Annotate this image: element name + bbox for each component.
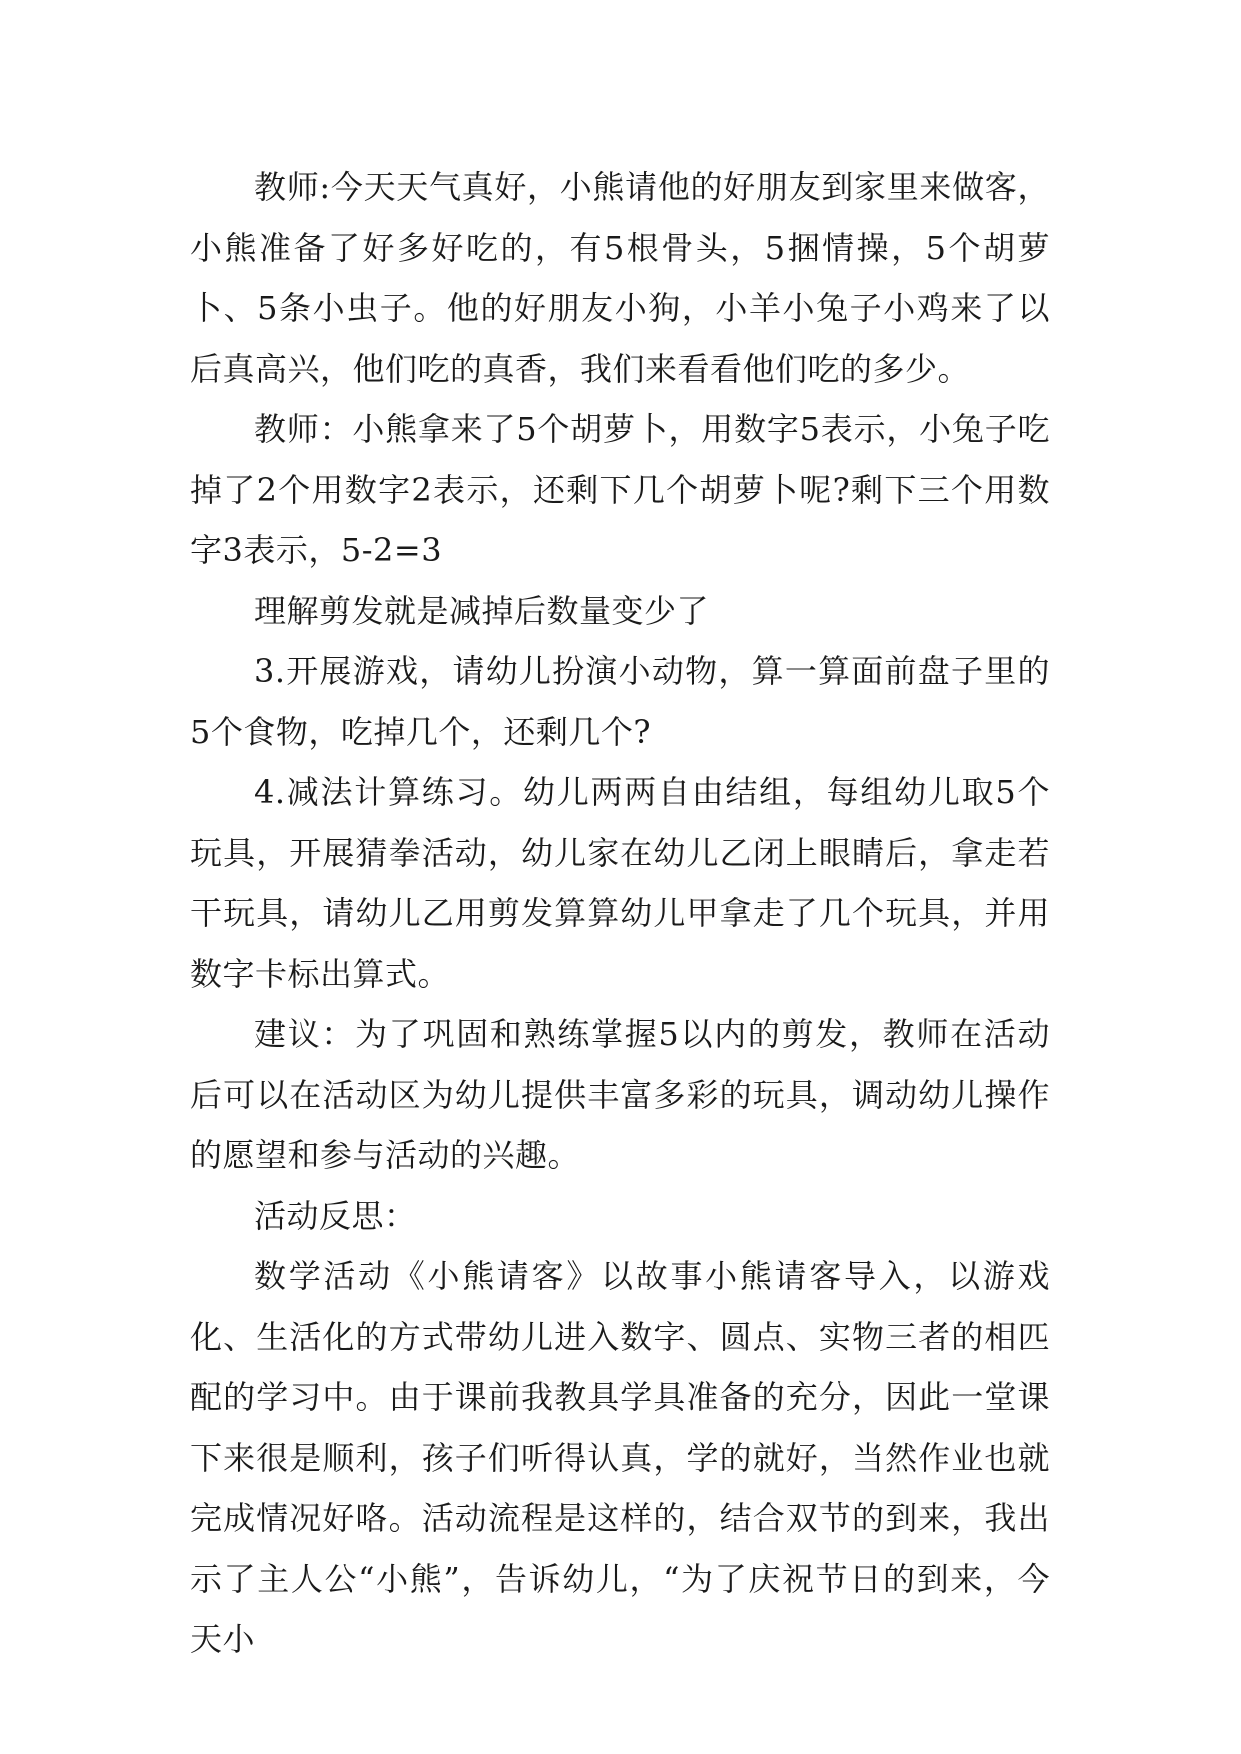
- paragraph-teacher-carrots: 教师：小熊拿来了5个胡萝卜，用数字5表示，小兔子吃掉了2个用数字2表示，还剩下几个胡萝卜呢?剩下三个用数字3表示，5-2=3: [190, 410, 1050, 569]
- paragraph-step-3-game: 3.开展游戏，请幼儿扮演小动物，算一算面前盘子里的5个食物，吃掉几个，还剩几个?: [190, 652, 1050, 751]
- paragraph-step-4-practice: 4.减法计算练习。幼儿两两自由结组，每组幼儿取5个玩具，开展猜拳活动，幼儿家在幼儿乙闭上眼睛后，拿走若干玩具，请幼儿乙用剪发算算幼儿甲拿走了几个玩具，并用数字卡标出算式。: [190, 773, 1050, 993]
- paragraph-teacher-intro: 教师:今天天气真好，小熊请他的好朋友到家里来做客，小熊准备了好多好吃的，有5根骨头，5捆情操，5个胡萝卜、5条小虫子。他的好朋友小狗，小羊小兔子小鸡来了以后真高兴，他们吃的真香，我们来看看他们吃的多少。: [190, 168, 1050, 388]
- paragraph-suggestion: 建议：为了巩固和熟练掌握5以内的剪发，教师在活动后可以在活动区为幼儿提供丰富多彩的玩具，调动幼儿操作的愿望和参与活动的兴趣。: [190, 1015, 1050, 1174]
- paragraph-reflection-heading: 活动反思：: [254, 1196, 417, 1235]
- document-page: [190, 157, 1050, 1670]
- paragraph-understanding: 理解剪发就是减掉后数量变少了: [254, 591, 710, 630]
- paragraph-reflection-body: 数学活动《小熊请客》以故事小熊请客导入，以游戏化、生活化的方式带幼儿进入数字、圆点、实物三者的相匹配的学习中。由于课前我教具学具准备的充分，因此一堂课下来很是顺利，孩子们听得认真，学的就好，当然作业也就完成情况好咯。活动流程是这样的，结合双节的到来，我出示了主人公“小熊”，告诉幼儿，“为了庆祝节日的到来，今天小: [190, 1257, 1050, 1658]
